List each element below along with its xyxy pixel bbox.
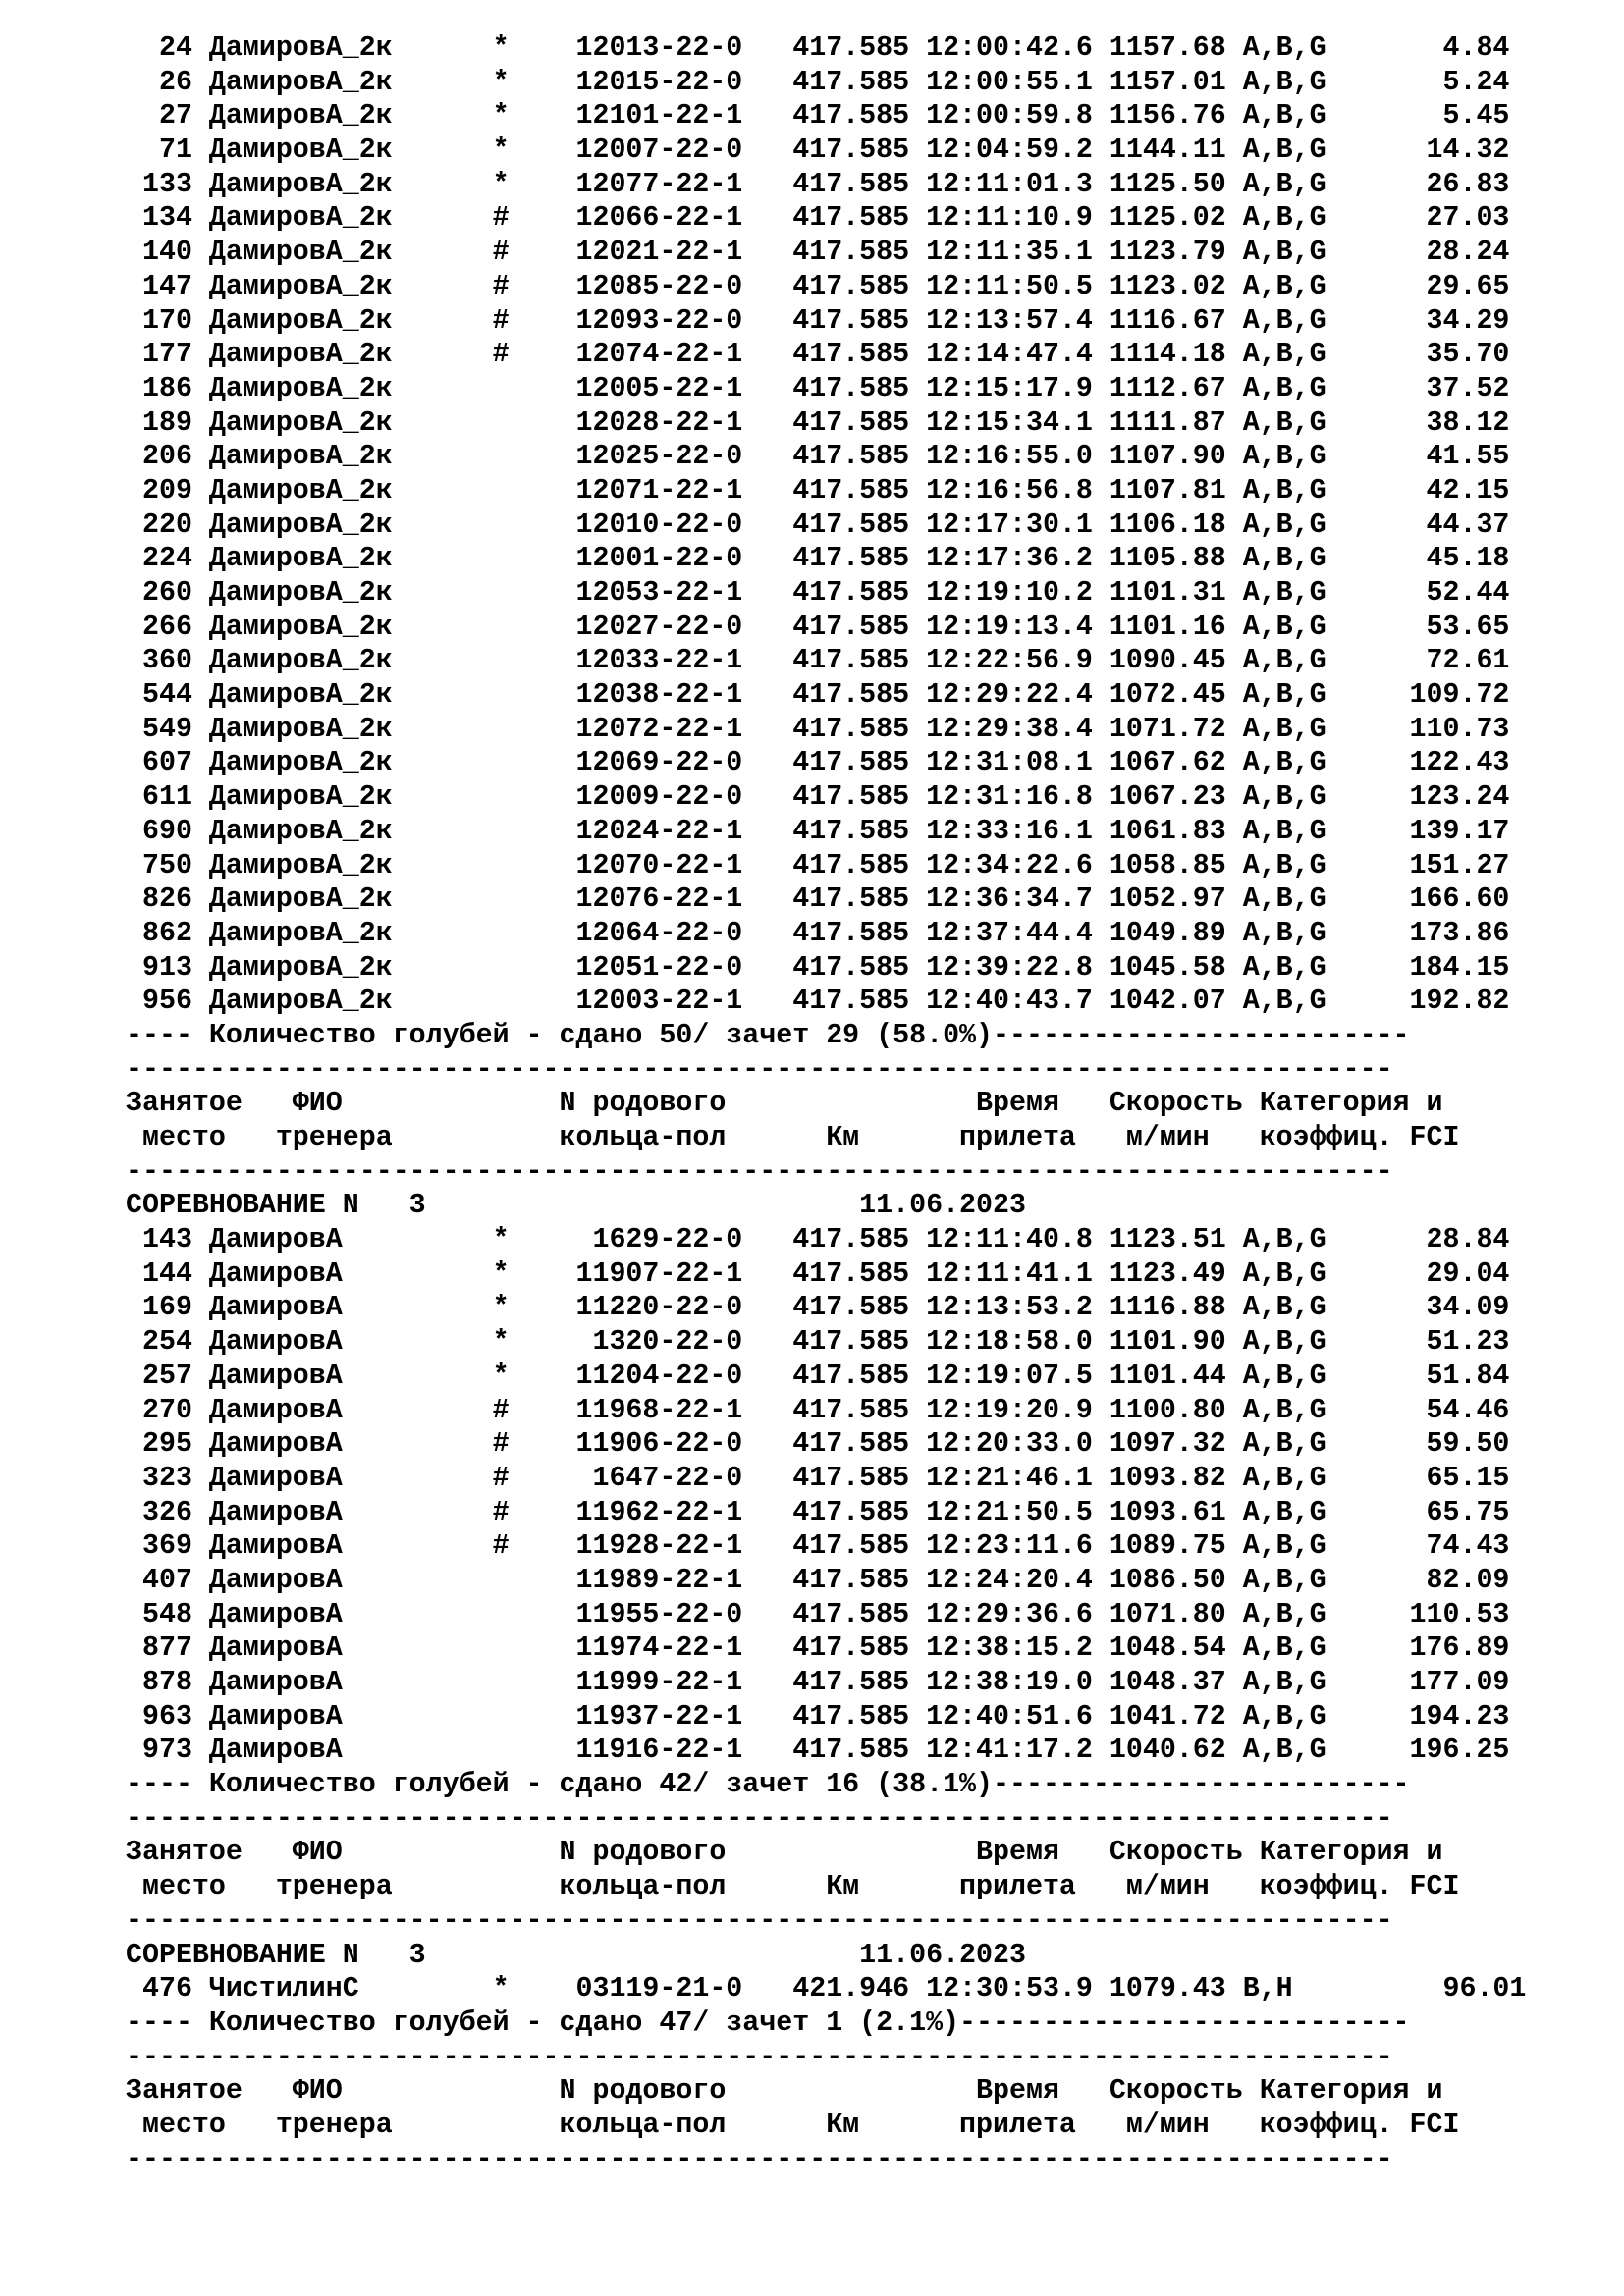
result-row: 26 ДамировА_2к * 12015-22-0 417.585 12:00:55.1 1157.01 A,B,G 5.24 — [126, 66, 1510, 98]
result-row: 220 ДамировА_2к 12010-22-0 417.585 12:17:30.1 1106.18 A,B,G 44.37 — [126, 508, 1510, 541]
result-row: 143 ДамировА * 1629-22-0 417.585 12:11:40.8 1123.51 A,B,G 28.84 — [126, 1224, 1510, 1256]
result-row: 826 ДамировА_2к 12076-22-1 417.585 12:36:34.7 1052.97 A,B,G 166.60 — [126, 883, 1510, 916]
result-row: 140 ДамировА_2к # 12021-22-1 417.585 12:11:35.1 1123.79 A,B,G 28.24 — [126, 237, 1510, 269]
header-line-1: Занятое ФИО N родового Время Скорость Категория и — [126, 1837, 1443, 1869]
result-row: 133 ДамировА_2к * 12077-22-1 417.585 12:11:01.3 1125.50 A,B,G 26.83 — [126, 168, 1510, 200]
separator-line: ---------------------------------------------------------------------------- — [126, 2143, 1393, 2175]
result-row: 326 ДамировА # 11962-22-1 417.585 12:21:50.5 1093.61 A,B,G 65.75 — [126, 1496, 1510, 1528]
result-row: 224 ДамировА_2к 12001-22-0 417.585 12:17:36.2 1105.88 A,B,G 45.18 — [126, 543, 1510, 575]
result-row: 24 ДамировА_2к * 12013-22-0 417.585 12:00:42.6 1157.68 A,B,G 4.84 — [126, 32, 1510, 64]
header-line-1: Занятое ФИО N родового Время Скорость Категория и — [126, 2075, 1443, 2108]
result-row: 877 ДамировА 11974-22-1 417.585 12:38:15.2 1048.54 A,B,G 176.89 — [126, 1632, 1510, 1665]
result-row: 913 ДамировА_2к 12051-22-0 417.585 12:39:22.8 1045.58 A,B,G 184.15 — [126, 951, 1510, 984]
header-line-2: место тренера кольца-пол Км прилета м/мин коэффиц. FCI — [126, 1122, 1460, 1153]
separator-line: ---------------------------------------------------------------------------- — [126, 1802, 1393, 1835]
result-row: 147 ДамировА_2к # 12085-22-0 417.585 12:11:50.5 1123.02 A,B,G 29.65 — [126, 270, 1510, 302]
result-row: 548 ДамировА 11955-22-0 417.585 12:29:36.6 1071.80 A,B,G 110.53 — [126, 1598, 1510, 1630]
competition-title: СОРЕВНОВАНИЕ N 3 11.06.2023 — [126, 1190, 1026, 1222]
result-row: 750 ДамировА_2к 12070-22-1 417.585 12:34:22.6 1058.85 A,B,G 151.27 — [126, 849, 1510, 881]
separator-line: ---------------------------------------------------------------------------- — [126, 2041, 1393, 2073]
result-row: 611 ДамировА_2к 12009-22-0 417.585 12:31:16.8 1067.23 A,B,G 123.24 — [126, 781, 1510, 814]
separator-line: ---------------------------------------------------------------------------- — [126, 1155, 1393, 1188]
result-row: 963 ДамировА 11937-22-1 417.585 12:40:51.6 1041.72 A,B,G 194.23 — [126, 1700, 1510, 1733]
separator-line: ---------------------------------------------------------------------------- — [126, 1053, 1393, 1086]
result-row: 407 ДамировА 11989-22-1 417.585 12:24:20.4 1086.50 A,B,G 82.09 — [126, 1564, 1510, 1596]
result-row: 206 ДамировА_2к 12025-22-0 417.585 12:16:55.0 1107.90 A,B,G 41.55 — [126, 441, 1510, 473]
result-row: 476 ЧистилинС * 03119-21-0 421.946 12:30:53.9 1079.43 B,H 96.01 — [126, 1973, 1527, 2005]
result-row: 186 ДамировА_2к 12005-22-1 417.585 12:15:17.9 1112.67 A,B,G 37.52 — [126, 372, 1510, 404]
competition-title: СОРЕВНОВАНИЕ N 3 11.06.2023 — [126, 1939, 1026, 1971]
result-row: 257 ДамировА * 11204-22-0 417.585 12:19:07.5 1101.44 A,B,G 51.84 — [126, 1360, 1510, 1392]
result-row: 170 ДамировА_2к # 12093-22-0 417.585 12:13:57.4 1116.67 A,B,G 34.29 — [126, 304, 1510, 337]
header-line-1: Занятое ФИО N родового Время Скорость Категория и — [126, 1088, 1443, 1120]
result-row: 260 ДамировА_2к 12053-22-1 417.585 12:19:10.2 1101.31 A,B,G 52.44 — [126, 577, 1510, 609]
result-row: 209 ДамировА_2к 12071-22-1 417.585 12:16:56.8 1107.81 A,B,G 42.15 — [126, 474, 1510, 507]
result-row: 360 ДамировА_2к 12033-22-1 417.585 12:22:56.9 1090.45 A,B,G 72.61 — [126, 645, 1510, 677]
result-row: 169 ДамировА * 11220-22-0 417.585 12:13:53.2 1116.88 A,B,G 34.09 — [126, 1292, 1510, 1324]
result-row: 134 ДамировА_2к # 12066-22-1 417.585 12:11:10.9 1125.02 A,B,G 27.03 — [126, 202, 1510, 235]
result-row: 177 ДамировА_2к # 12074-22-1 417.585 12:14:47.4 1114.18 A,B,G 35.70 — [126, 339, 1510, 371]
summary-line: ---- Количество голубей - сдано 50/ зачет 29 (58.0%)------------------------- — [126, 1019, 1410, 1051]
header-line-2: место тренера кольца-пол Км прилета м/мин коэффиц. FCI — [126, 2109, 1460, 2141]
result-row: 549 ДамировА_2к 12072-22-1 417.585 12:29:38.4 1071.72 A,B,G 110.73 — [126, 713, 1510, 745]
result-row: 862 ДамировА_2к 12064-22-0 417.585 12:37:44.4 1049.89 A,B,G 173.86 — [126, 917, 1510, 949]
result-row: 266 ДамировА_2к 12027-22-0 417.585 12:19:13.4 1101.16 A,B,G 53.65 — [126, 611, 1510, 643]
result-row: 878 ДамировА 11999-22-1 417.585 12:38:19.0 1048.37 A,B,G 177.09 — [126, 1667, 1510, 1698]
result-row: 607 ДамировА_2к 12069-22-0 417.585 12:31:08.1 1067.62 A,B,G 122.43 — [126, 747, 1510, 779]
result-row: 144 ДамировА * 11907-22-1 417.585 12:11:41.1 1123.49 A,B,G 29.04 — [126, 1257, 1510, 1290]
result-row: 254 ДамировА * 1320-22-0 417.585 12:18:58.0 1101.90 A,B,G 51.23 — [126, 1326, 1510, 1359]
header-line-2: место тренера кольца-пол Км прилета м/мин коэффиц. FCI — [126, 1871, 1460, 1903]
result-row: 270 ДамировА # 11968-22-1 417.585 12:19:20.9 1100.80 A,B,G 54.46 — [126, 1394, 1510, 1426]
result-row: 71 ДамировА_2к * 12007-22-0 417.585 12:04:59.2 1144.11 A,B,G 14.32 — [126, 134, 1510, 167]
result-row: 27 ДамировА_2к * 12101-22-1 417.585 12:00:59.8 1156.76 A,B,G 5.45 — [126, 100, 1510, 133]
summary-line: ---- Количество голубей - сдано 47/ зачет 1 (2.1%)--------------------------- — [126, 2006, 1410, 2039]
result-row: 323 ДамировА # 1647-22-0 417.585 12:21:46.1 1093.82 A,B,G 65.15 — [126, 1462, 1510, 1494]
result-row: 956 ДамировА_2к 12003-22-1 417.585 12:40:43.7 1042.07 A,B,G 192.82 — [126, 986, 1510, 1018]
result-row: 973 ДамировА 11916-22-1 417.585 12:41:17.2 1040.62 A,B,G 196.25 — [126, 1735, 1510, 1767]
summary-line: ---- Количество голубей - сдано 42/ зачет 16 (38.1%)------------------------- — [126, 1769, 1410, 1801]
result-row: 189 ДамировА_2к 12028-22-1 417.585 12:15:34.1 1111.87 A,B,G 38.12 — [126, 406, 1510, 439]
result-row: 295 ДамировА # 11906-22-0 417.585 12:20:33.0 1097.32 A,B,G 59.50 — [126, 1428, 1510, 1461]
result-row: 369 ДамировА # 11928-22-1 417.585 12:23:11.6 1089.75 A,B,G 74.43 — [126, 1530, 1510, 1563]
results-document — [126, 31, 1598, 2176]
result-row: 690 ДамировА_2к 12024-22-1 417.585 12:33:16.1 1061.83 A,B,G 139.17 — [126, 815, 1510, 847]
result-row: 544 ДамировА_2к 12038-22-1 417.585 12:29:22.4 1072.45 A,B,G 109.72 — [126, 679, 1510, 712]
separator-line: ---------------------------------------------------------------------------- — [126, 1904, 1393, 1937]
